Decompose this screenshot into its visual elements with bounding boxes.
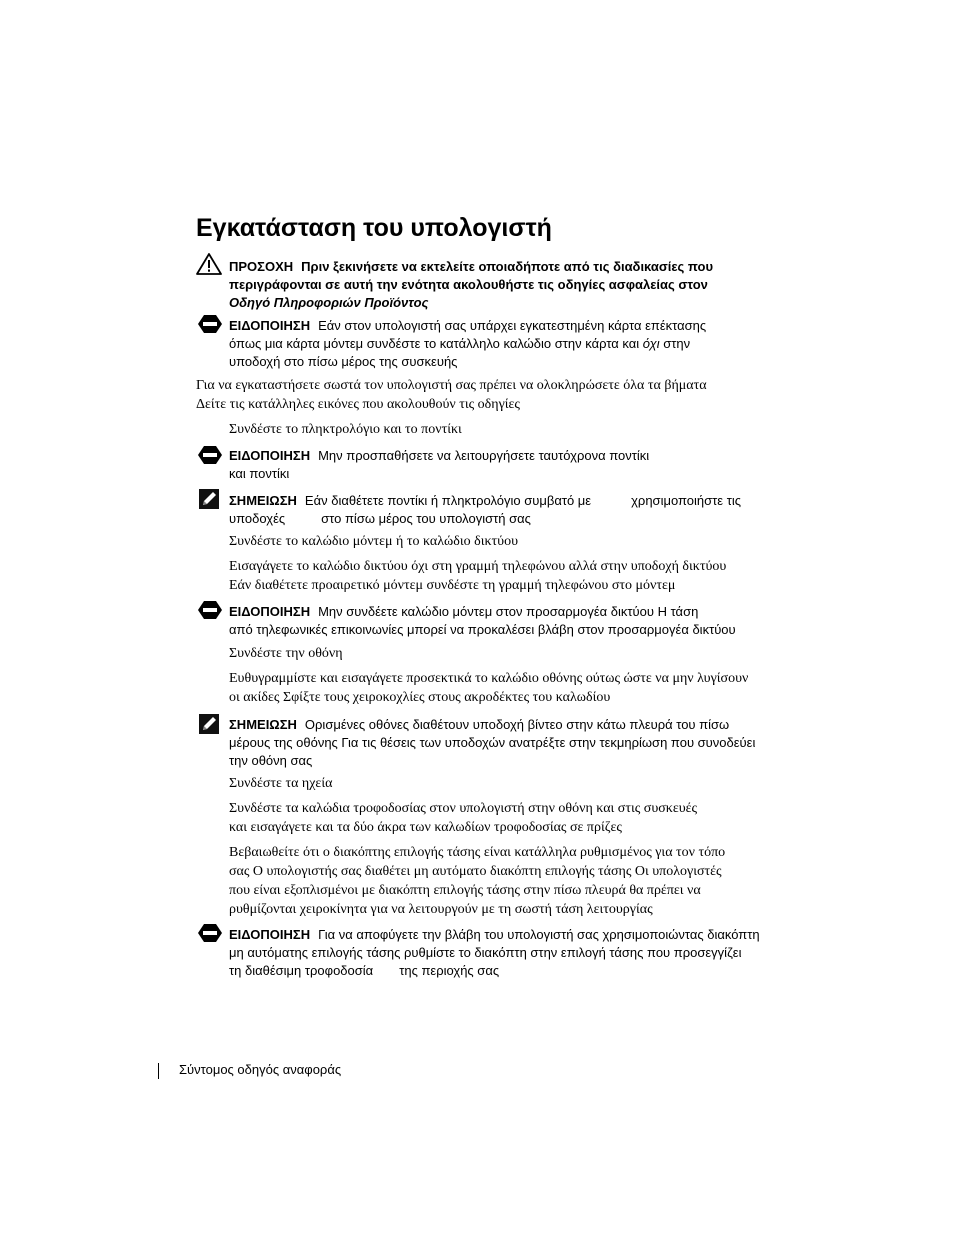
- caution-block: [229, 258, 819, 312]
- caution-text-2: περιγράφονται σε αυτή την ενότητα ακολουθήστε τις οδηγίες ασφαλείας στον: [229, 277, 708, 292]
- note-label: ΣΗΜΕΙΩΣΗ: [229, 493, 297, 508]
- desc-line-1: Συνδέστε τα καλώδια τροφοδοσίας στον υπολογιστή στην οθόνη και στις συσκευές: [229, 801, 698, 816]
- note-icon: [199, 489, 219, 509]
- desc-line-2: οι ακίδες Σφίξτε τους χειροκοχλίες στους ακροδέκτες του καλωδίου: [229, 690, 611, 705]
- notice-text-2b: όχι: [642, 336, 660, 351]
- note-block-1: [229, 492, 819, 528]
- step-modem-network-desc: [229, 557, 726, 595]
- notice-icon: [197, 445, 223, 465]
- notice-block-4: [229, 926, 819, 980]
- caution-text-1: Πριν ξεκινήσετε να εκτελείτε οποιαδήποτε από τις διαδικασίες που: [301, 259, 714, 274]
- step-voltage-desc: [229, 843, 725, 919]
- notice-block-3: [229, 603, 819, 639]
- step-speakers: Συνδέστε τα ηχεία: [229, 776, 333, 791]
- note-label: ΣΗΜΕΙΩΣΗ: [229, 717, 297, 732]
- notice-text-2: και ποντίκι: [229, 466, 290, 481]
- notice-label: ΕΙΔΟΠΟΙΗΣΗ: [229, 604, 311, 619]
- desc-line-1: Εισαγάγετε το καλώδιο δικτύου όχι στη γραμμή τηλεφώνου αλλά στην υποδοχή δικτύου: [229, 559, 727, 574]
- notice-text-3: υποδοχή στο πίσω μέρος της συσκευής: [229, 354, 458, 369]
- notice-text-2: μη αυτόματης επιλογής τάσης ρυθμίστε το διακόπτη στην επιλογή τάσης που προσεγγίζει: [229, 945, 742, 960]
- intro-line-2: Δείτε τις κατάλληλες εικόνες που ακολουθούν τις οδηγίες: [196, 397, 520, 412]
- desc-line-1: Βεβαιωθείτε ότι ο διακόπτης επιλογής τάσης είναι κατάλληλα ρυθμισμένος για τον τόπο: [229, 845, 726, 860]
- notice-text-2c: στην: [659, 336, 691, 351]
- notice-block-2: [229, 447, 819, 483]
- notice-block-1: [229, 317, 819, 371]
- note-text-2: μέρους της οθόνης Για τις θέσεις των υποδοχών ανατρέξτε στην τεκμηρίωση που συνοδεύει: [229, 735, 756, 750]
- step-monitor: Συνδέστε την οθόνη: [229, 646, 343, 661]
- notice-text-2a: όπως μια κάρτα μόντεμ συνδέστε το κατάλληλο καλώδιο στην κάρτα και: [229, 336, 643, 351]
- intro-line-1: Για να εγκαταστήσετε σωστά τον υπολογιστή σας πρέπει να ολοκληρώσετε όλα τα βήματα: [196, 378, 707, 393]
- desc-line-2: σας Ο υπολογιστής σας διαθέτει μη αυτόματο διακόπτη επιλογής τάσης Οι υπολογιστές: [229, 864, 722, 879]
- note-text-1: Ορισμένες οθόνες διαθέτουν υποδοχή βίντεο στην κάτω πλευρά του πίσω: [304, 717, 730, 732]
- step-monitor-desc: [229, 669, 748, 707]
- notice-icon: [197, 600, 223, 620]
- notice-label: ΕΙΔΟΠΟΙΗΣΗ: [229, 448, 311, 463]
- step-keyboard-mouse: Συνδέστε το πληκτρολόγιο και το ποντίκι: [229, 422, 462, 437]
- notice-label: ΕΙΔΟΠΟΙΗΣΗ: [229, 318, 311, 333]
- notice-label: ΕΙΔΟΠΟΙΗΣΗ: [229, 927, 311, 942]
- note-text-2b: στο πίσω μέρος του υπολογιστή σας: [321, 511, 531, 526]
- note-text-1b: χρησιμοποιήστε τις: [631, 493, 741, 508]
- desc-line-1: Ευθυγραμμίστε και εισαγάγετε προσεκτικά το καλώδιο οθόνης ούτως ώστε να μην λυγίσουν: [229, 671, 749, 686]
- step-power-desc: [229, 799, 697, 837]
- caution-text-3: Οδηγό Πληροφοριών Προϊόντος: [229, 295, 429, 310]
- notice-text-3a: τη διαθέσιμη τροφοδοσία: [229, 963, 374, 978]
- intro-paragraph: [196, 376, 707, 414]
- note-block-2: [229, 716, 819, 770]
- notice-text-1: Για να αποφύγετε την βλάβη του υπολογιστή σας χρησιμοποιώντας διακόπτη: [318, 927, 760, 942]
- note-text-2a: υποδοχές: [229, 511, 286, 526]
- notice-text-2: από τηλεφωνικές επικοινωνίες μπορεί να προκαλέσει βλάβη στον προσαρμογέα δικτύου: [229, 622, 736, 637]
- desc-line-4: ρυθμίζονται χειροκίνητα για να λειτουργούν με τη σωστή τάση λειτουργίας: [229, 902, 653, 917]
- notice-text-1: Μην συνδέετε καλώδιο μόντεμ στον προσαρμογέα δικτύου Η τάση: [318, 604, 699, 619]
- footer-title: Σύντομος οδηγός αναφοράς: [179, 1062, 342, 1077]
- step-modem-network: Συνδέστε το καλώδιο μόντεμ ή το καλώδιο δικτύου: [229, 534, 519, 549]
- warning-icon: [196, 252, 222, 276]
- note-text-3: την οθόνη σας: [229, 753, 313, 768]
- desc-line-3: που είναι εξοπλισμένοι με διακόπτη επιλογής τάσης στην πίσω πλευρά θα πρέπει να: [229, 883, 701, 898]
- note-text-1a: Εάν διαθέτετε ποντίκι ή πληκτρολόγιο συμβατό με: [304, 493, 592, 508]
- footer-divider: [158, 1063, 159, 1079]
- page-title: Εγκατάσταση του υπολογιστή: [196, 214, 552, 242]
- notice-text-3b: της περιοχής σας: [399, 963, 500, 978]
- notice-icon: [197, 314, 223, 334]
- notice-text-1: Εάν στον υπολογιστή σας υπάρχει εγκατεστημένη κάρτα επέκτασης: [318, 318, 707, 333]
- desc-line-2: και εισαγάγετε και τα δύο άκρα των καλωδίων τροφοδοσίας σε πρίζες: [229, 820, 622, 835]
- note-icon: [199, 714, 219, 734]
- caution-label: ΠΡΟΣΟΧΗ: [229, 259, 294, 274]
- notice-text-1: Μην προσπαθήσετε να λειτουργήσετε ταυτόχρονα ποντίκι: [318, 448, 650, 463]
- notice-icon: [197, 923, 223, 943]
- desc-line-2: Εάν διαθέτετε προαιρετικό μόντεμ συνδέστε τη γραμμή τηλεφώνου στο μόντεμ: [229, 578, 676, 593]
